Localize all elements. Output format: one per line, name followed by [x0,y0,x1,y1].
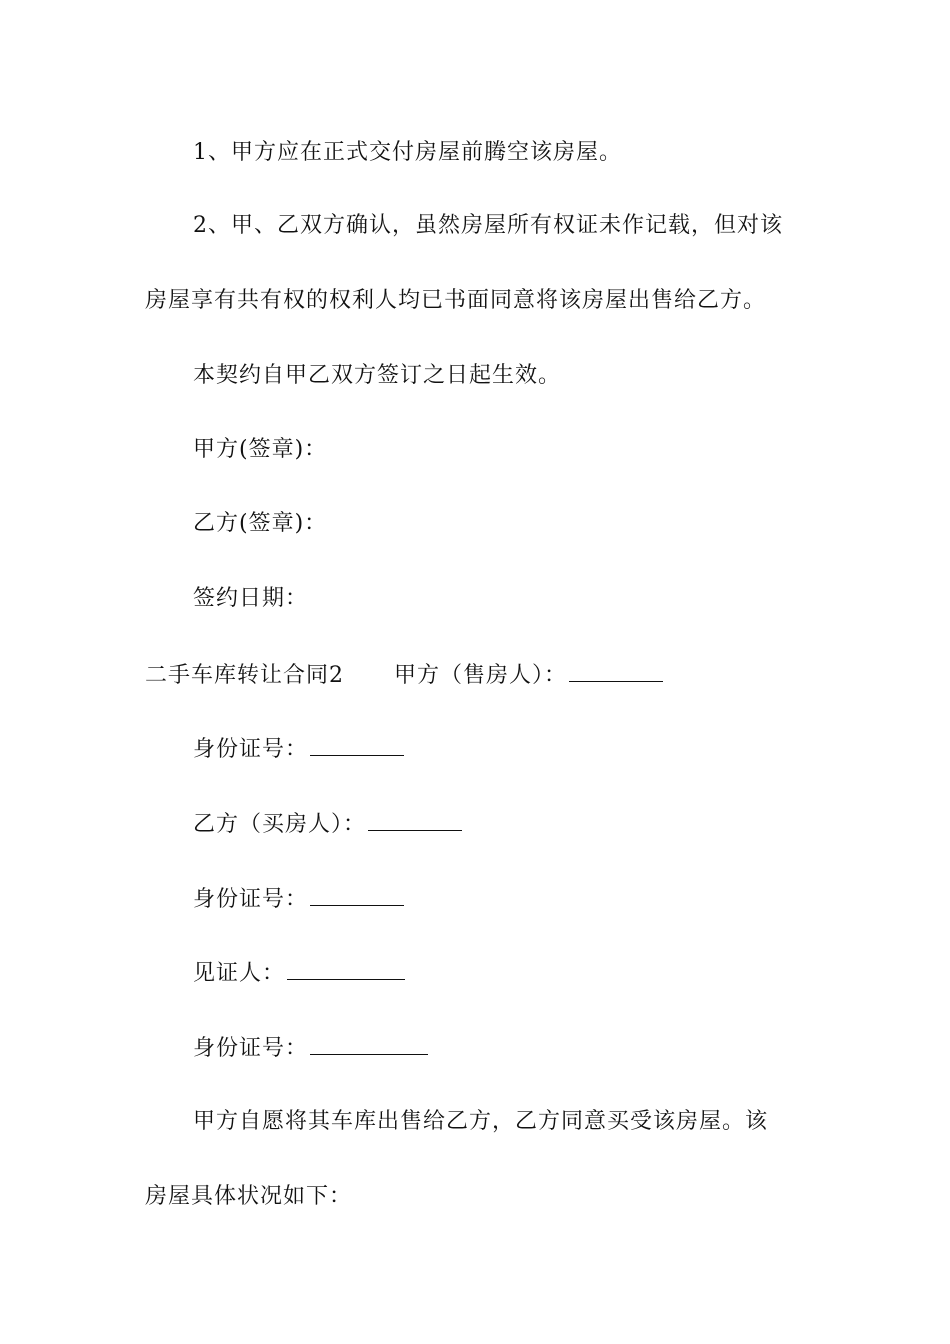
effective-clause: 本契约自甲乙双方签订之日起生效。 [193,363,562,388]
buyer-id-row [193,883,404,915]
contract-title: 二手车库转让合同2 [145,663,344,688]
witness-blank [287,957,405,980]
buyer-label: 乙方（买房人）： [193,812,367,837]
buyer-row [193,808,462,840]
contract-heading-row [145,659,663,691]
witness-id-label: 身份证号： [193,1036,309,1061]
seller-blank [569,659,663,682]
seller-id-blank [310,733,404,756]
sale-clause-line-1: 甲方自愿将其车库出售给乙方，乙方同意买受该房屋。该 [193,1109,769,1134]
clause-2-line-1: 2、甲、乙双方确认，虽然房屋所有权证未作记载，但对该 [193,213,783,238]
witness-id-row [193,1032,428,1064]
seller-id-row [193,733,404,765]
buyer-blank [368,808,462,831]
party-a-signature: 甲方(签章)： [193,437,328,462]
party-b-signature: 乙方(签章)： [193,511,328,536]
buyer-id-label: 身份证号： [193,887,309,912]
witness-row [193,957,405,989]
signing-date: 签约日期： [193,586,309,611]
buyer-id-blank [310,883,404,906]
witness-id-blank [310,1032,428,1055]
seller-id-label: 身份证号： [193,737,309,762]
clause-1: 1、甲方应在正式交付房屋前腾空该房屋。 [193,140,622,165]
sale-clause-line-2: 房屋具体状况如下： [145,1184,353,1209]
seller-label: 甲方（售房人）： [394,663,568,688]
clause-2-line-2: 房屋享有共有权的权利人均已书面同意将该房屋出售给乙方。 [145,288,767,313]
witness-label: 见证人： [193,961,286,986]
